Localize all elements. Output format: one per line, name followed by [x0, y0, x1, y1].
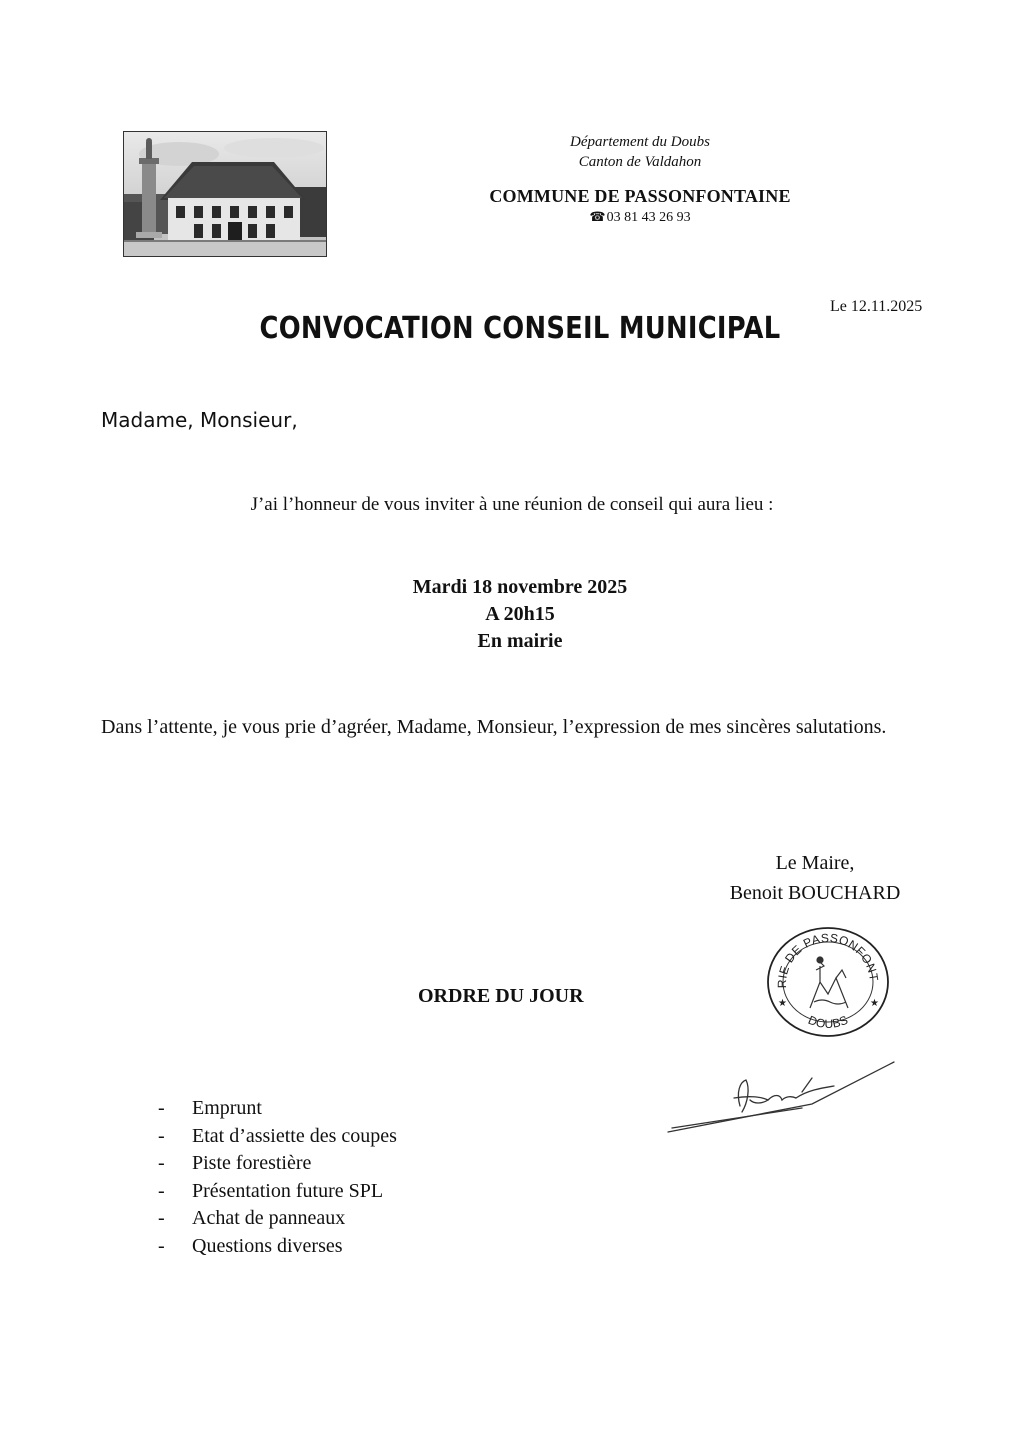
meeting-time: A 20h15 [485, 603, 555, 625]
agenda-item: - Emprunt [158, 1097, 262, 1119]
salutation: Madame, Monsieur, [101, 408, 298, 432]
svg-text:★: ★ [870, 998, 879, 1009]
agenda-item: - Questions diverses [158, 1234, 343, 1257]
closing-paragraph: Dans l’attente, je vous prie d’agréer, Madame, Monsieur, l’expression de mes sincères salutations. [101, 716, 887, 738]
meeting-details [0, 574, 1024, 655]
signatory-name: Benoit BOUCHARD [729, 882, 901, 904]
canton-line: Canton de Valdahon [578, 154, 702, 170]
commune-name: COMMUNE DE PASSONFONTAINE [489, 186, 791, 206]
agenda-item: - Piste forestière [158, 1152, 312, 1175]
phone-line [440, 209, 840, 226]
letterhead [440, 132, 840, 226]
agenda-item: - Etat d’assiette des coupes [158, 1124, 397, 1147]
agenda-item: - Achat de panneaux [158, 1207, 346, 1230]
svg-text:★: ★ [778, 998, 787, 1009]
mairie-seal-stamp [762, 922, 894, 1040]
svg-text:DOUBS [806, 1013, 850, 1031]
svg-text:MAIRIE DE PASSONFONTAINE [762, 922, 881, 988]
seal-bottom-text: DOUBS [806, 1012, 850, 1031]
agenda-item: - Présentation future SPL [158, 1179, 384, 1202]
meeting-place: En mairie [477, 630, 563, 652]
telephone-icon: ☎ [589, 209, 606, 224]
signatory-block [700, 848, 930, 908]
department-line: Département du Doubs [570, 134, 710, 150]
agenda-title: ORDRE DU JOUR [418, 985, 584, 1007]
agenda-list [158, 1095, 397, 1261]
document-title: CONVOCATION CONSEIL MUNICIPAL [259, 311, 781, 346]
letter-date: Le 12.11.2025 [830, 298, 923, 315]
seal-top-text: RIE DE PASSONFONT [774, 930, 881, 989]
town-hall-photo [123, 131, 327, 257]
phone-number: 03 81 43 26 93 [606, 210, 691, 225]
meeting-day: Mardi 18 novembre 2025 [412, 576, 628, 598]
invitation-text: J’ai l’honneur de vous inviter à une réunion de conseil qui aura lieu : [250, 494, 774, 515]
signatory-role: Le Maire, [775, 852, 855, 874]
handwritten-signature [662, 1058, 898, 1138]
